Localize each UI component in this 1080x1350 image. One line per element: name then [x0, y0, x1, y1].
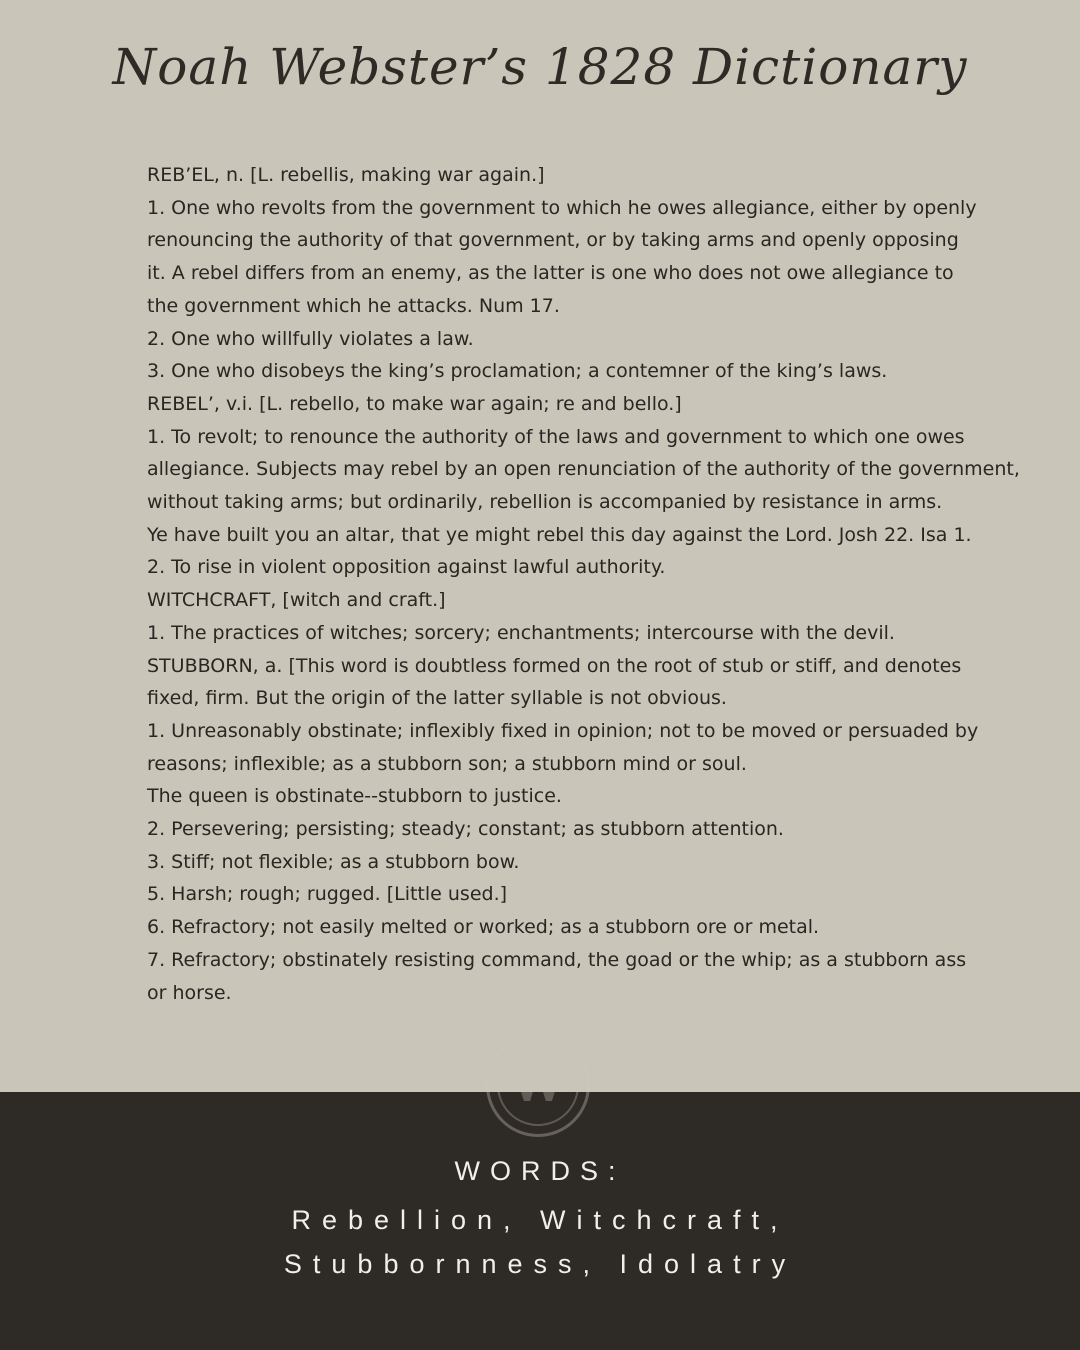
entry-line: REBEL’, v.i. [L. rebello, to make war again; re and bello.]: [147, 392, 682, 415]
entry-line: 1. Unreasonably obstinate; inflexibly fixed in opinion; not to be moved or persuaded by: [147, 719, 979, 742]
entry-line: reasons; inflexible; as a stubborn son; a stubborn mind or soul.: [147, 752, 747, 775]
words-label: WORDS:: [454, 1156, 626, 1186]
entry-line: REB’EL, n. [L. rebellis, making war again.]: [147, 164, 545, 186]
entry-line: 2. Persevering; persisting; steady; constant; as stubborn attention.: [147, 818, 784, 841]
entry-line: 6. Refractory; not easily melted or worked; as a stubborn ore or metal.: [147, 916, 820, 939]
entry-line: 7. Refractory; obstinately resisting command, the goad or the whip; as a stubborn ass: [147, 948, 967, 971]
dictionary-entries: [147, 159, 1020, 1009]
entry-line: 1. To revolt; to renounce the authority of the laws and government to which one owes: [147, 425, 965, 448]
entry-line: it. A rebel differs from an enemy, as the latter is one who does not owe allegiance to: [147, 262, 954, 285]
entry-line: The queen is obstinate--stubborn to justice.: [147, 785, 562, 808]
entry-line: or horse.: [147, 981, 232, 1004]
words-list: Rebellion, Witchcraft, Stubbornness, Idolatry: [283, 1205, 797, 1279]
webster-seal-logo: [486, 1033, 590, 1137]
entry-line: STUBBORN, a. [This word is doubtless formed on the root of stub or stiff, and denotes: [147, 654, 962, 677]
entry-line: the government which he attacks. Num 17.: [147, 294, 560, 317]
entry-line: fixed, firm. But the origin of the latter syllable is not obvious.: [147, 687, 727, 710]
entry-line: allegiance. Subjects may rebel by an open renunciation of the authority of the government,: [147, 458, 1020, 481]
entry-line: WITCHCRAFT, [witch and craft.]: [147, 589, 446, 612]
page-title: Noah Webster’s 1828 Dictionary: [112, 38, 968, 96]
entry-line: 2. To rise in violent opposition against lawful authority.: [147, 556, 666, 579]
entry-line: 5. Harsh; rough; rugged. [Little used.]: [147, 883, 508, 906]
seal-letter: W: [511, 1057, 565, 1113]
entry-line: 2. One who willfully violates a law.: [147, 327, 474, 350]
entry-line: 3. Stiff; not flexible; as a stubborn bow.: [147, 850, 520, 873]
entry-line: 3. One who disobeys the king’s proclamation; a contemner of the king’s laws.: [147, 360, 888, 383]
entry-line: Ye have built you an altar, that ye might rebel this day against the Lord. Josh 22. Isa 1.: [147, 523, 972, 546]
entry-line: 1. The practices of witches; sorcery; enchantments; intercourse with the devil.: [147, 621, 895, 644]
entry-line: 1. One who revolts from the government to which he owes allegiance, either by openly: [147, 196, 977, 219]
entry-line: renouncing the authority of that government, or by taking arms and openly opposing: [147, 229, 959, 252]
entry-line: without taking arms; but ordinarily, rebellion is accompanied by resistance in arms.: [147, 491, 943, 514]
